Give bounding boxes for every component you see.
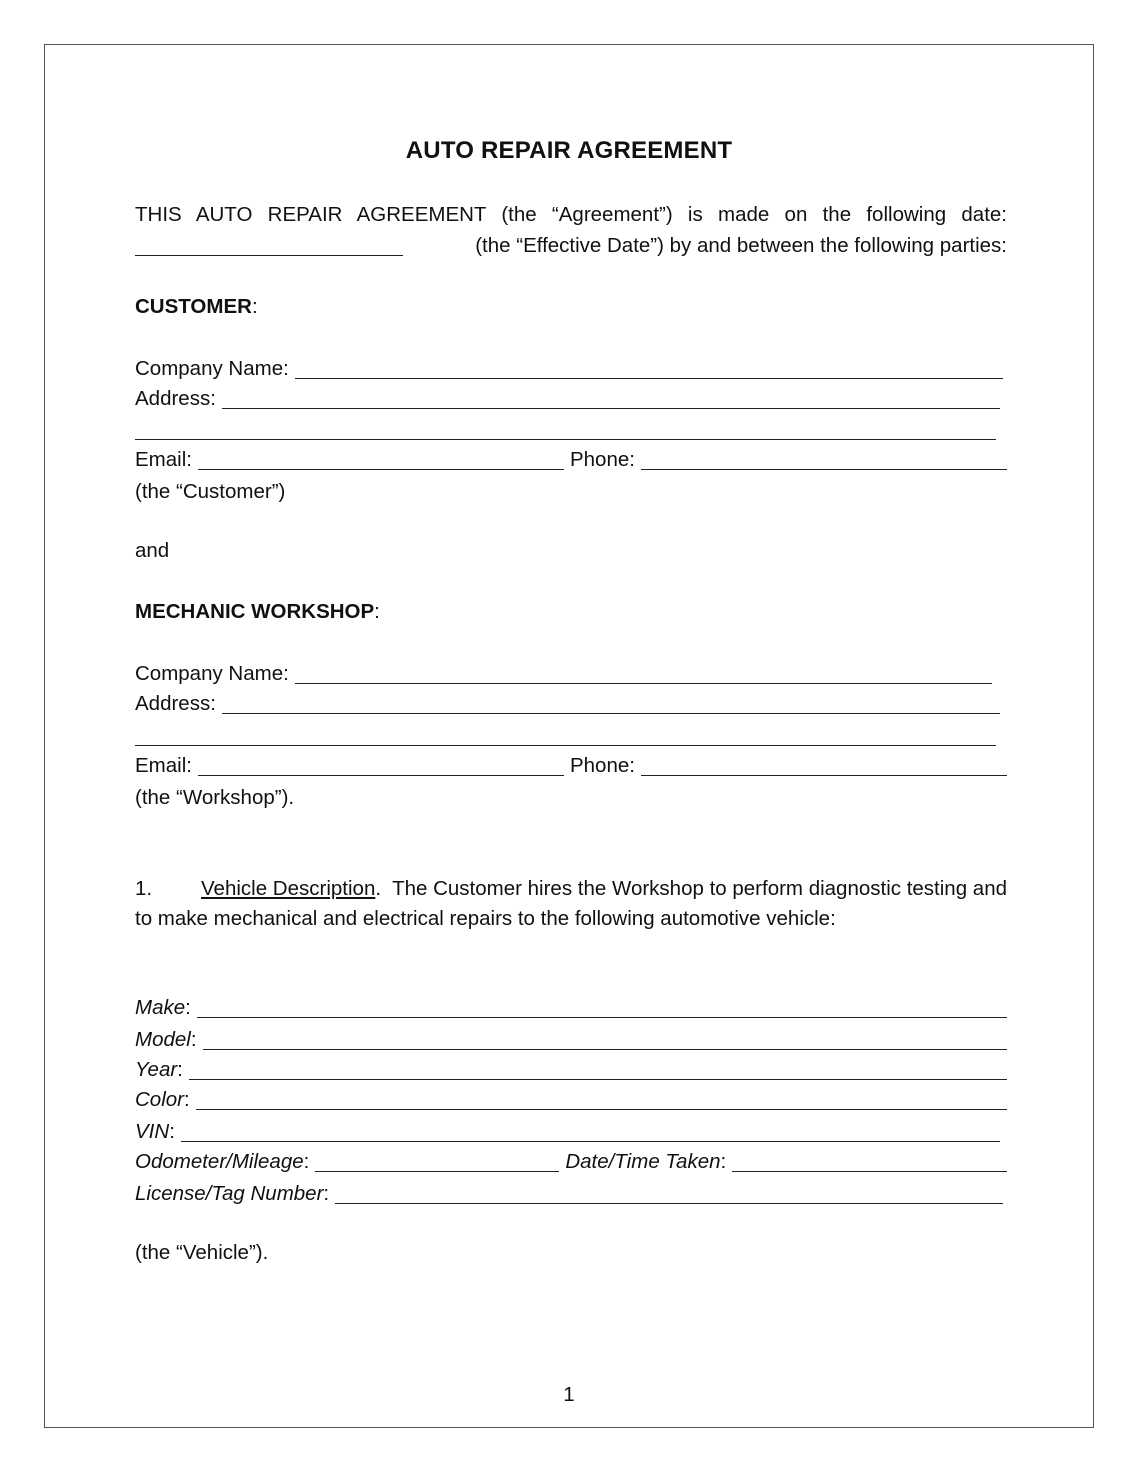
workshop-email-field[interactable] [198,755,564,776]
customer-address-field[interactable] [222,388,1000,409]
customer-company-row [135,354,1003,384]
vehicle-year-row [135,1055,1007,1085]
vehicle-license-field[interactable] [335,1183,1003,1204]
workshop-heading: MECHANIC WORKSHOP [135,600,375,623]
vehicle-defined-as: (the “Vehicle”). [135,1241,269,1264]
customer-heading: CUSTOMER [135,295,252,318]
customer-defined-as: (the “Customer”) [135,480,286,503]
section-1-number: 1. [135,877,153,900]
and-text: and [135,539,170,562]
vehicle-model-label: Model [135,1028,191,1051]
label-colon: : [184,1088,190,1111]
heading-colon: : [251,295,258,318]
vehicle-datetime-field[interactable] [732,1151,1007,1172]
workshop-email-label: Email: [135,754,192,777]
customer-heading-row [135,292,258,322]
customer-contact-row [135,445,1007,475]
vehicle-year-field[interactable] [189,1059,1007,1080]
heading-colon: : [374,600,380,623]
vehicle-odometer-row [135,1147,1007,1177]
customer-company-label: Company Name: [135,357,289,380]
vehicle-license-label: License/Tag Number [135,1182,324,1205]
label-colon: : [185,996,191,1019]
customer-address-line-2[interactable] [135,439,996,440]
vehicle-make-field[interactable] [197,997,1007,1018]
section-1-text: The Customer hires the Workshop to perform diagnostic testing and to make mechanical and electrical repairs to the following automotive vehicle: [135,877,1008,930]
vehicle-license-row [135,1179,1003,1209]
customer-phone-field[interactable] [641,449,1007,470]
vehicle-vin-field[interactable] [181,1121,1000,1142]
vehicle-odometer-field[interactable] [315,1151,559,1172]
effective-date-field[interactable] [135,235,403,256]
intro-line-1: THIS AUTO REPAIR AGREEMENT (the “Agreement”) is made on the following date: [135,203,1007,226]
vehicle-datetime-label: Date/Time Taken [565,1150,721,1173]
workshop-address-line-2[interactable] [135,745,996,746]
vehicle-vin-label: VIN [135,1120,170,1143]
customer-address-label: Address: [135,387,216,410]
workshop-company-row [135,659,992,689]
intro-line-2-text: (the “Effective Date”) by and between the following parties: [475,234,1007,257]
workshop-company-label: Company Name: [135,662,289,685]
label-colon: : [177,1058,183,1081]
section-1-paragraph [135,874,1007,934]
customer-company-field[interactable] [295,358,1003,379]
vehicle-model-field[interactable] [203,1029,1007,1050]
vehicle-model-row [135,1025,1007,1055]
workshop-heading-row [135,597,380,627]
label-colon: : [190,1028,197,1051]
workshop-phone-label: Phone: [569,754,635,777]
workshop-phone-field[interactable] [641,755,1007,776]
customer-address-row [135,384,1000,414]
workshop-address-label: Address: [135,692,216,715]
workshop-address-field[interactable] [222,693,1000,714]
document-title: AUTO REPAIR AGREEMENT [405,137,733,164]
workshop-address-row [135,689,1000,719]
page-number: 1 [563,1383,575,1406]
label-colon: : [303,1150,310,1173]
label-colon: : [323,1182,330,1205]
section-1-heading: Vehicle Description [201,877,376,900]
workshop-contact-row [135,751,1007,781]
vehicle-make-label: Make [135,996,186,1019]
customer-email-field[interactable] [198,449,564,470]
heading-period: . [375,877,393,900]
vehicle-color-label: Color [135,1088,184,1111]
vehicle-vin-row [135,1117,1000,1147]
vehicle-color-row [135,1085,1007,1115]
vehicle-year-label: Year [135,1058,178,1081]
workshop-company-field[interactable] [295,663,992,684]
label-colon: : [720,1150,727,1173]
customer-email-label: Email: [135,448,192,471]
vehicle-make-row [135,993,1007,1023]
customer-phone-label: Phone: [569,448,635,471]
workshop-defined-as: (the “Workshop”). [135,786,295,809]
vehicle-odometer-label: Odometer/Mileage [135,1150,304,1173]
vehicle-color-field[interactable] [196,1089,1007,1110]
label-colon: : [169,1120,175,1143]
intro-line-2 [135,230,1007,261]
document-page [44,44,1094,1428]
